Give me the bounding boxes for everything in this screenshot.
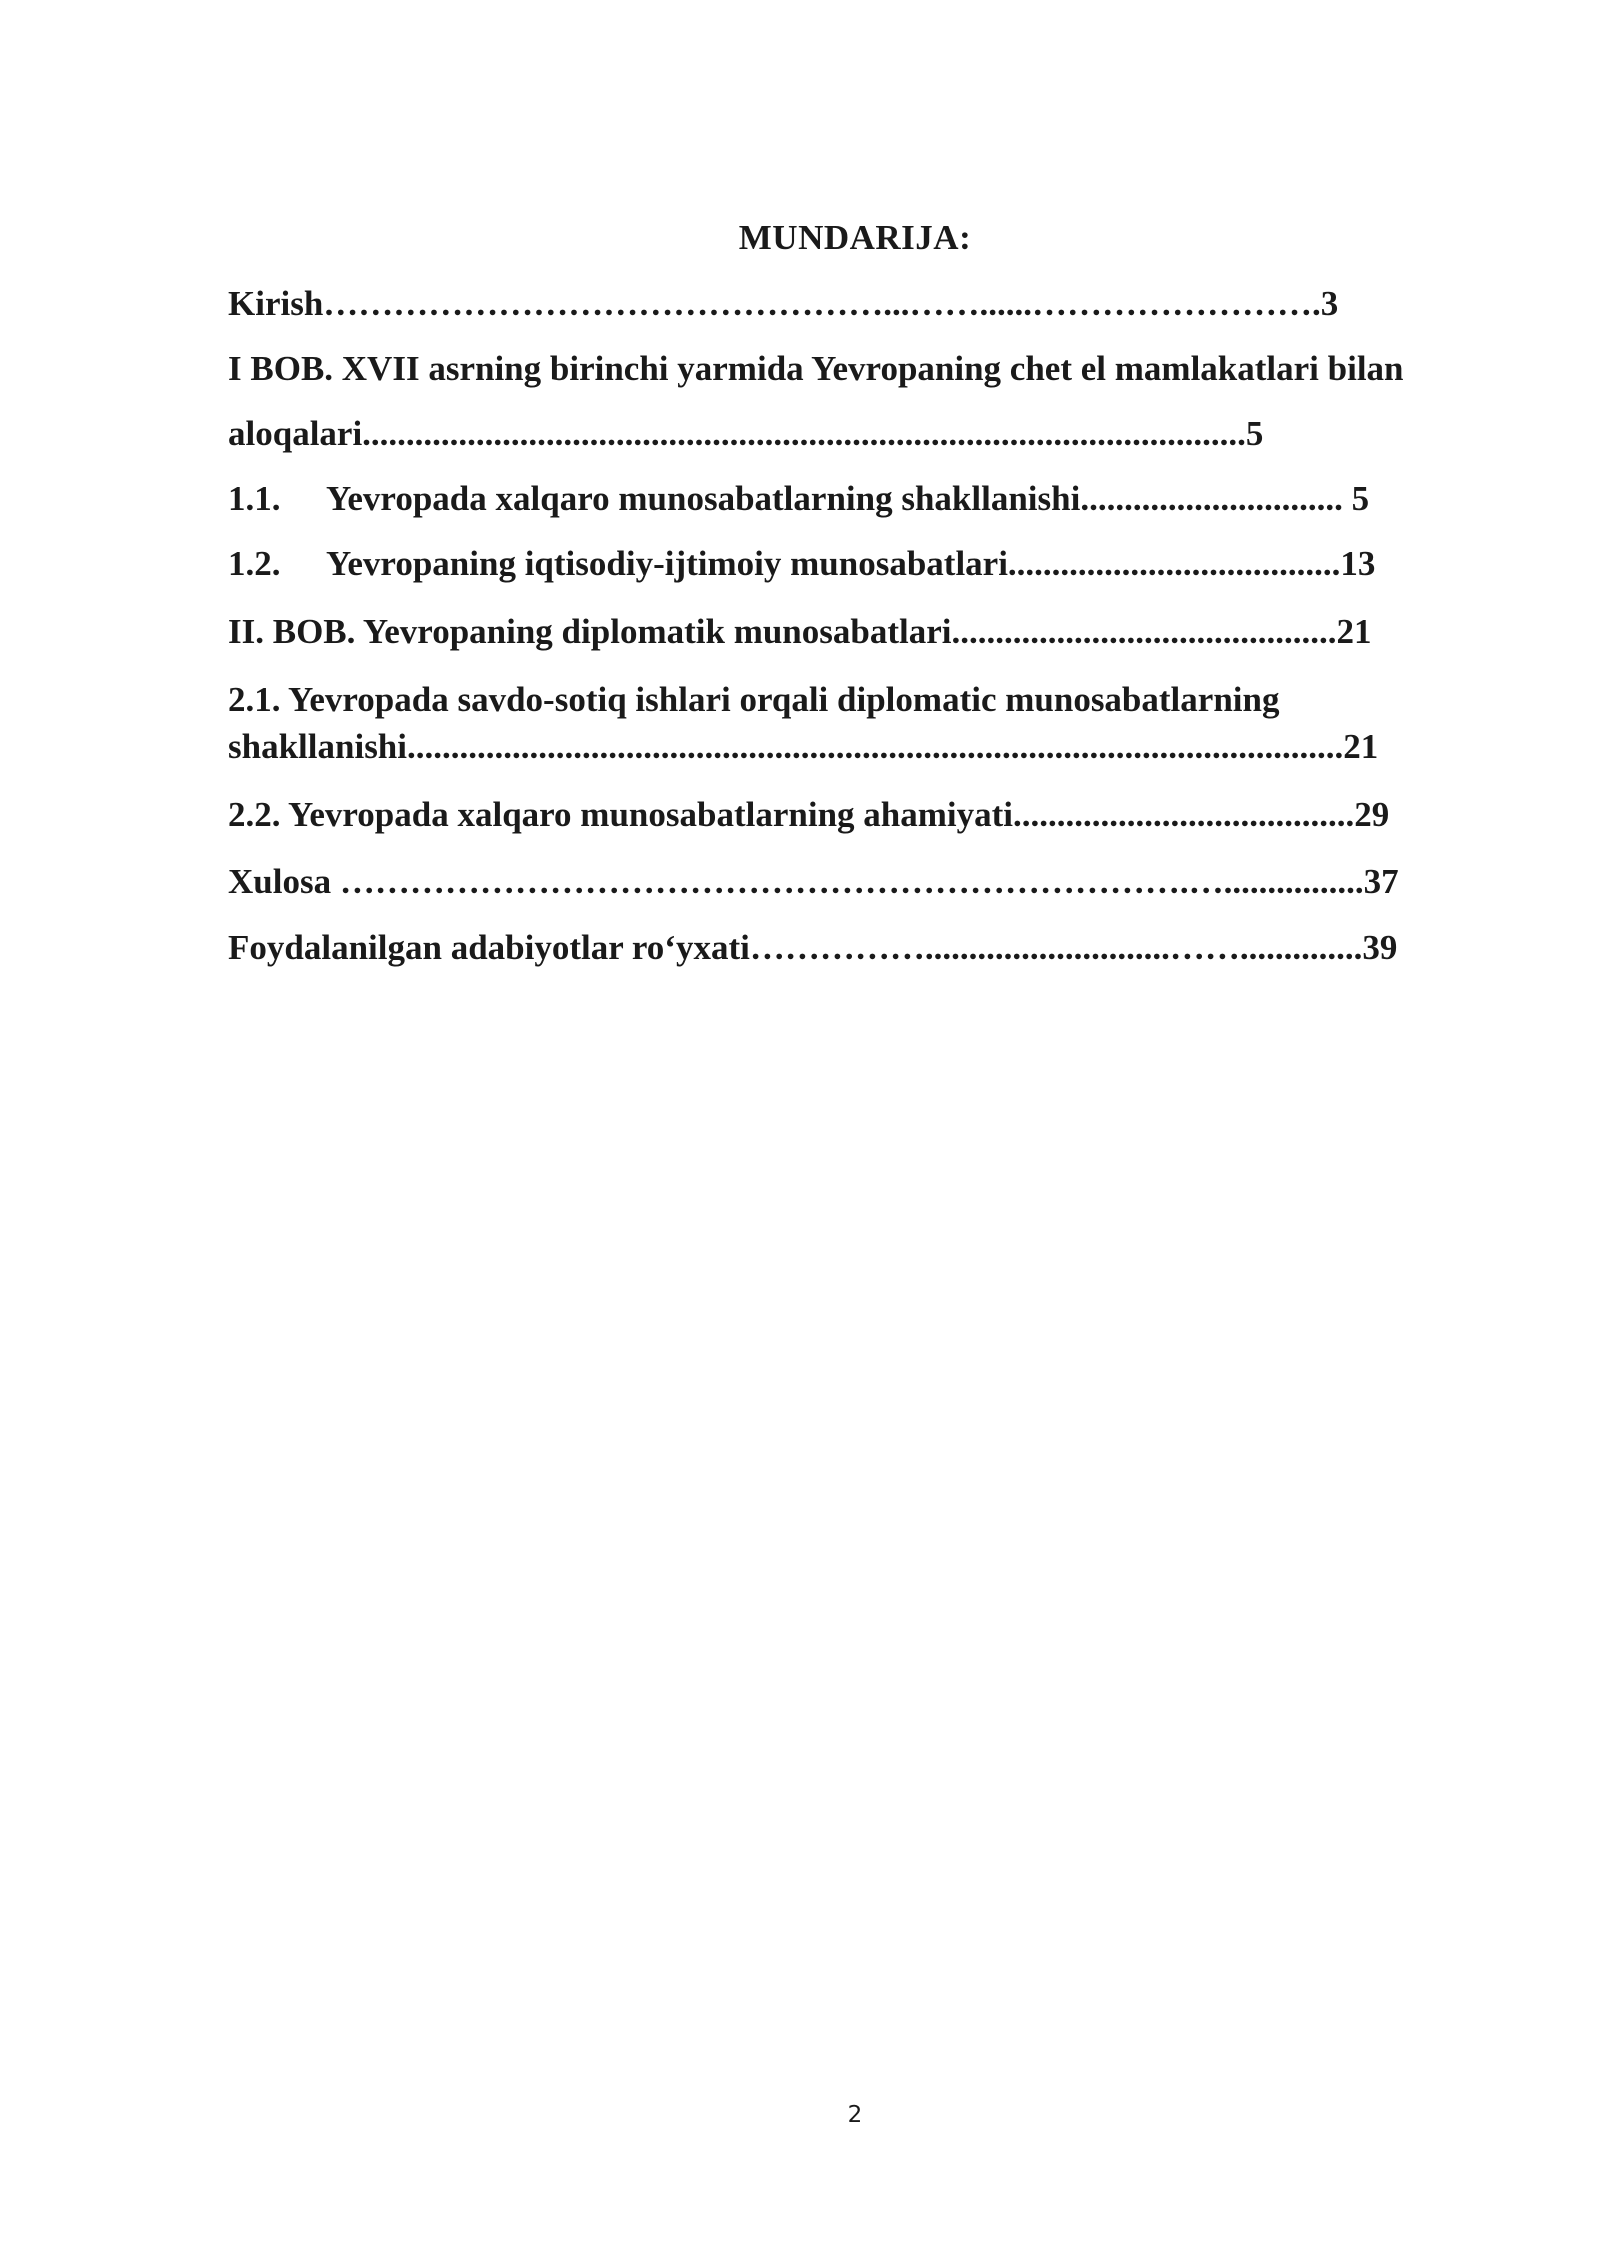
- toc-title: MUNDARIJA:: [738, 218, 972, 257]
- toc-entry-2-1-line1: 2.1. Yevropada savdo-sotiq ishlari orqali diplomatic munosabatlarning: [228, 680, 1280, 719]
- toc-entry-adabiyotlar: Foydalanilgan adabiyotlar ro‘yxati……………............................……..............39: [228, 928, 1398, 967]
- toc-entry-1-1: [228, 479, 1369, 519]
- toc-entry-number: 1.2.: [228, 544, 281, 583]
- toc-entry-2-1-line2: shakllanishi...........................................................................................................21: [228, 727, 1379, 766]
- toc-entry-bob1-line1: I BOB. XVII asrning birinchi yarmida Yevropaning chet el mamlakatlari bilan: [228, 349, 1404, 388]
- toc-entry-2-2: 2.2. Yevropada xalqaro munosabatlarning ahamiyati.......................................29: [228, 795, 1390, 834]
- toc-entry-1-2: [228, 544, 1375, 584]
- toc-entry-bob1-line2: aloqalari.....................................................................................................5: [228, 414, 1264, 453]
- toc-entry-text: Yevropaning iqtisodiy-ijtimoiy munosabatlari......................................13: [326, 544, 1376, 583]
- page-number: 2: [847, 2102, 863, 2128]
- toc-entry-number: 1.1.: [228, 479, 281, 518]
- toc-entry-bob2: II. BOB. Yevropaning diplomatik munosabatlari............................................21: [228, 612, 1372, 651]
- toc-entry-xulosa: Xulosa ……………………………………………………………….…................37: [228, 862, 1399, 901]
- toc-entry-text: Yevropada xalqaro munosabatlarning shakllanishi.............................. 5: [326, 479, 1370, 518]
- toc-entry-kirish: Kirish…………………………………………...……......…………………….3: [228, 284, 1339, 323]
